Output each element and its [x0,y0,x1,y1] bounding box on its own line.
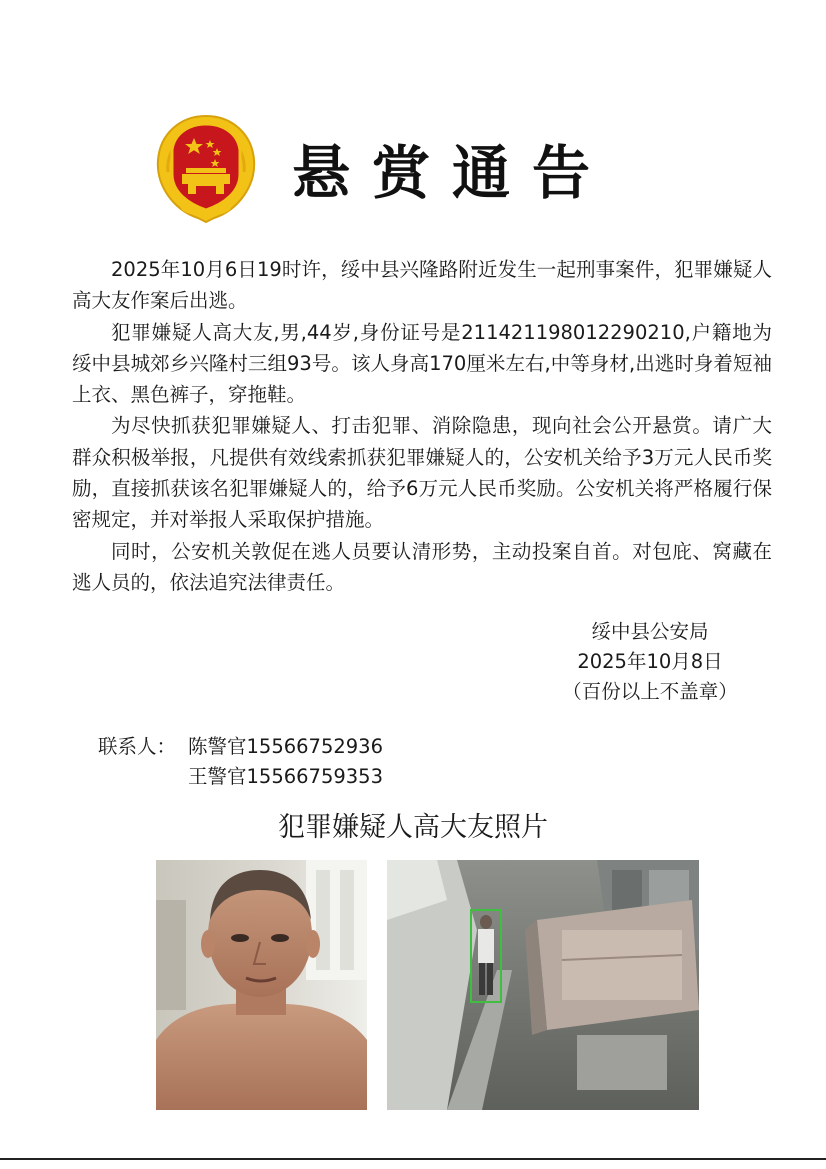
police-emblem-icon [150,112,262,224]
bottom-divider [0,1158,826,1160]
contacts-block [98,732,383,792]
contact-item: 陈警官15566752936 [188,735,383,758]
contacts-label: 联系人： [98,735,177,758]
signature-block [540,617,760,707]
paragraph-warning: 同时，公安机关敦促在逃人员要认清形势，主动投案自首。对包庇、窝藏在逃人员的，依法追究法律责任。 [72,539,772,594]
issue-date: 2025年10月8日 [577,650,723,673]
cctv-footage-photo [387,860,699,1110]
contact-item: 王警官15566759353 [188,765,383,788]
photos-title: 犯罪嫌疑人高大友照片 [278,812,548,843]
paragraph-suspect-info: 犯罪嫌疑人高大友,男,44岁,身份证号是211421198012290210,户籍地为绥中县城郊乡兴隆村三组93号。该人身高170厘米左右,中等身材,出逃时身着短袖上衣、黑色裤子，穿拖鞋。 [72,320,772,407]
suspect-portrait-photo [156,860,367,1110]
notice-title: 悬赏通告 [292,139,613,207]
notice-body [72,254,772,598]
paragraph-incident: 2025年10月6日19时许，绥中县兴隆路附近发生一起刑事案件，犯罪嫌疑人高大友作案后出逃。 [72,258,772,313]
stamp-note: （百份以上不盖章） [562,680,738,703]
issuer-name: 绥中县公安局 [591,620,709,643]
paragraph-reward: 为尽快抓获犯罪嫌疑人、打击犯罪、消除隐患，现向社会公开悬赏。请广大群众积极举报，凡提供有效线索抓获犯罪嫌疑人的，公安机关给予3万元人民币奖励，直接抓获该名犯罪嫌疑人的，给予6万元人民币奖励。公安机关将严格履行保密规定，并对举报人采取保护措施。 [72,414,772,532]
